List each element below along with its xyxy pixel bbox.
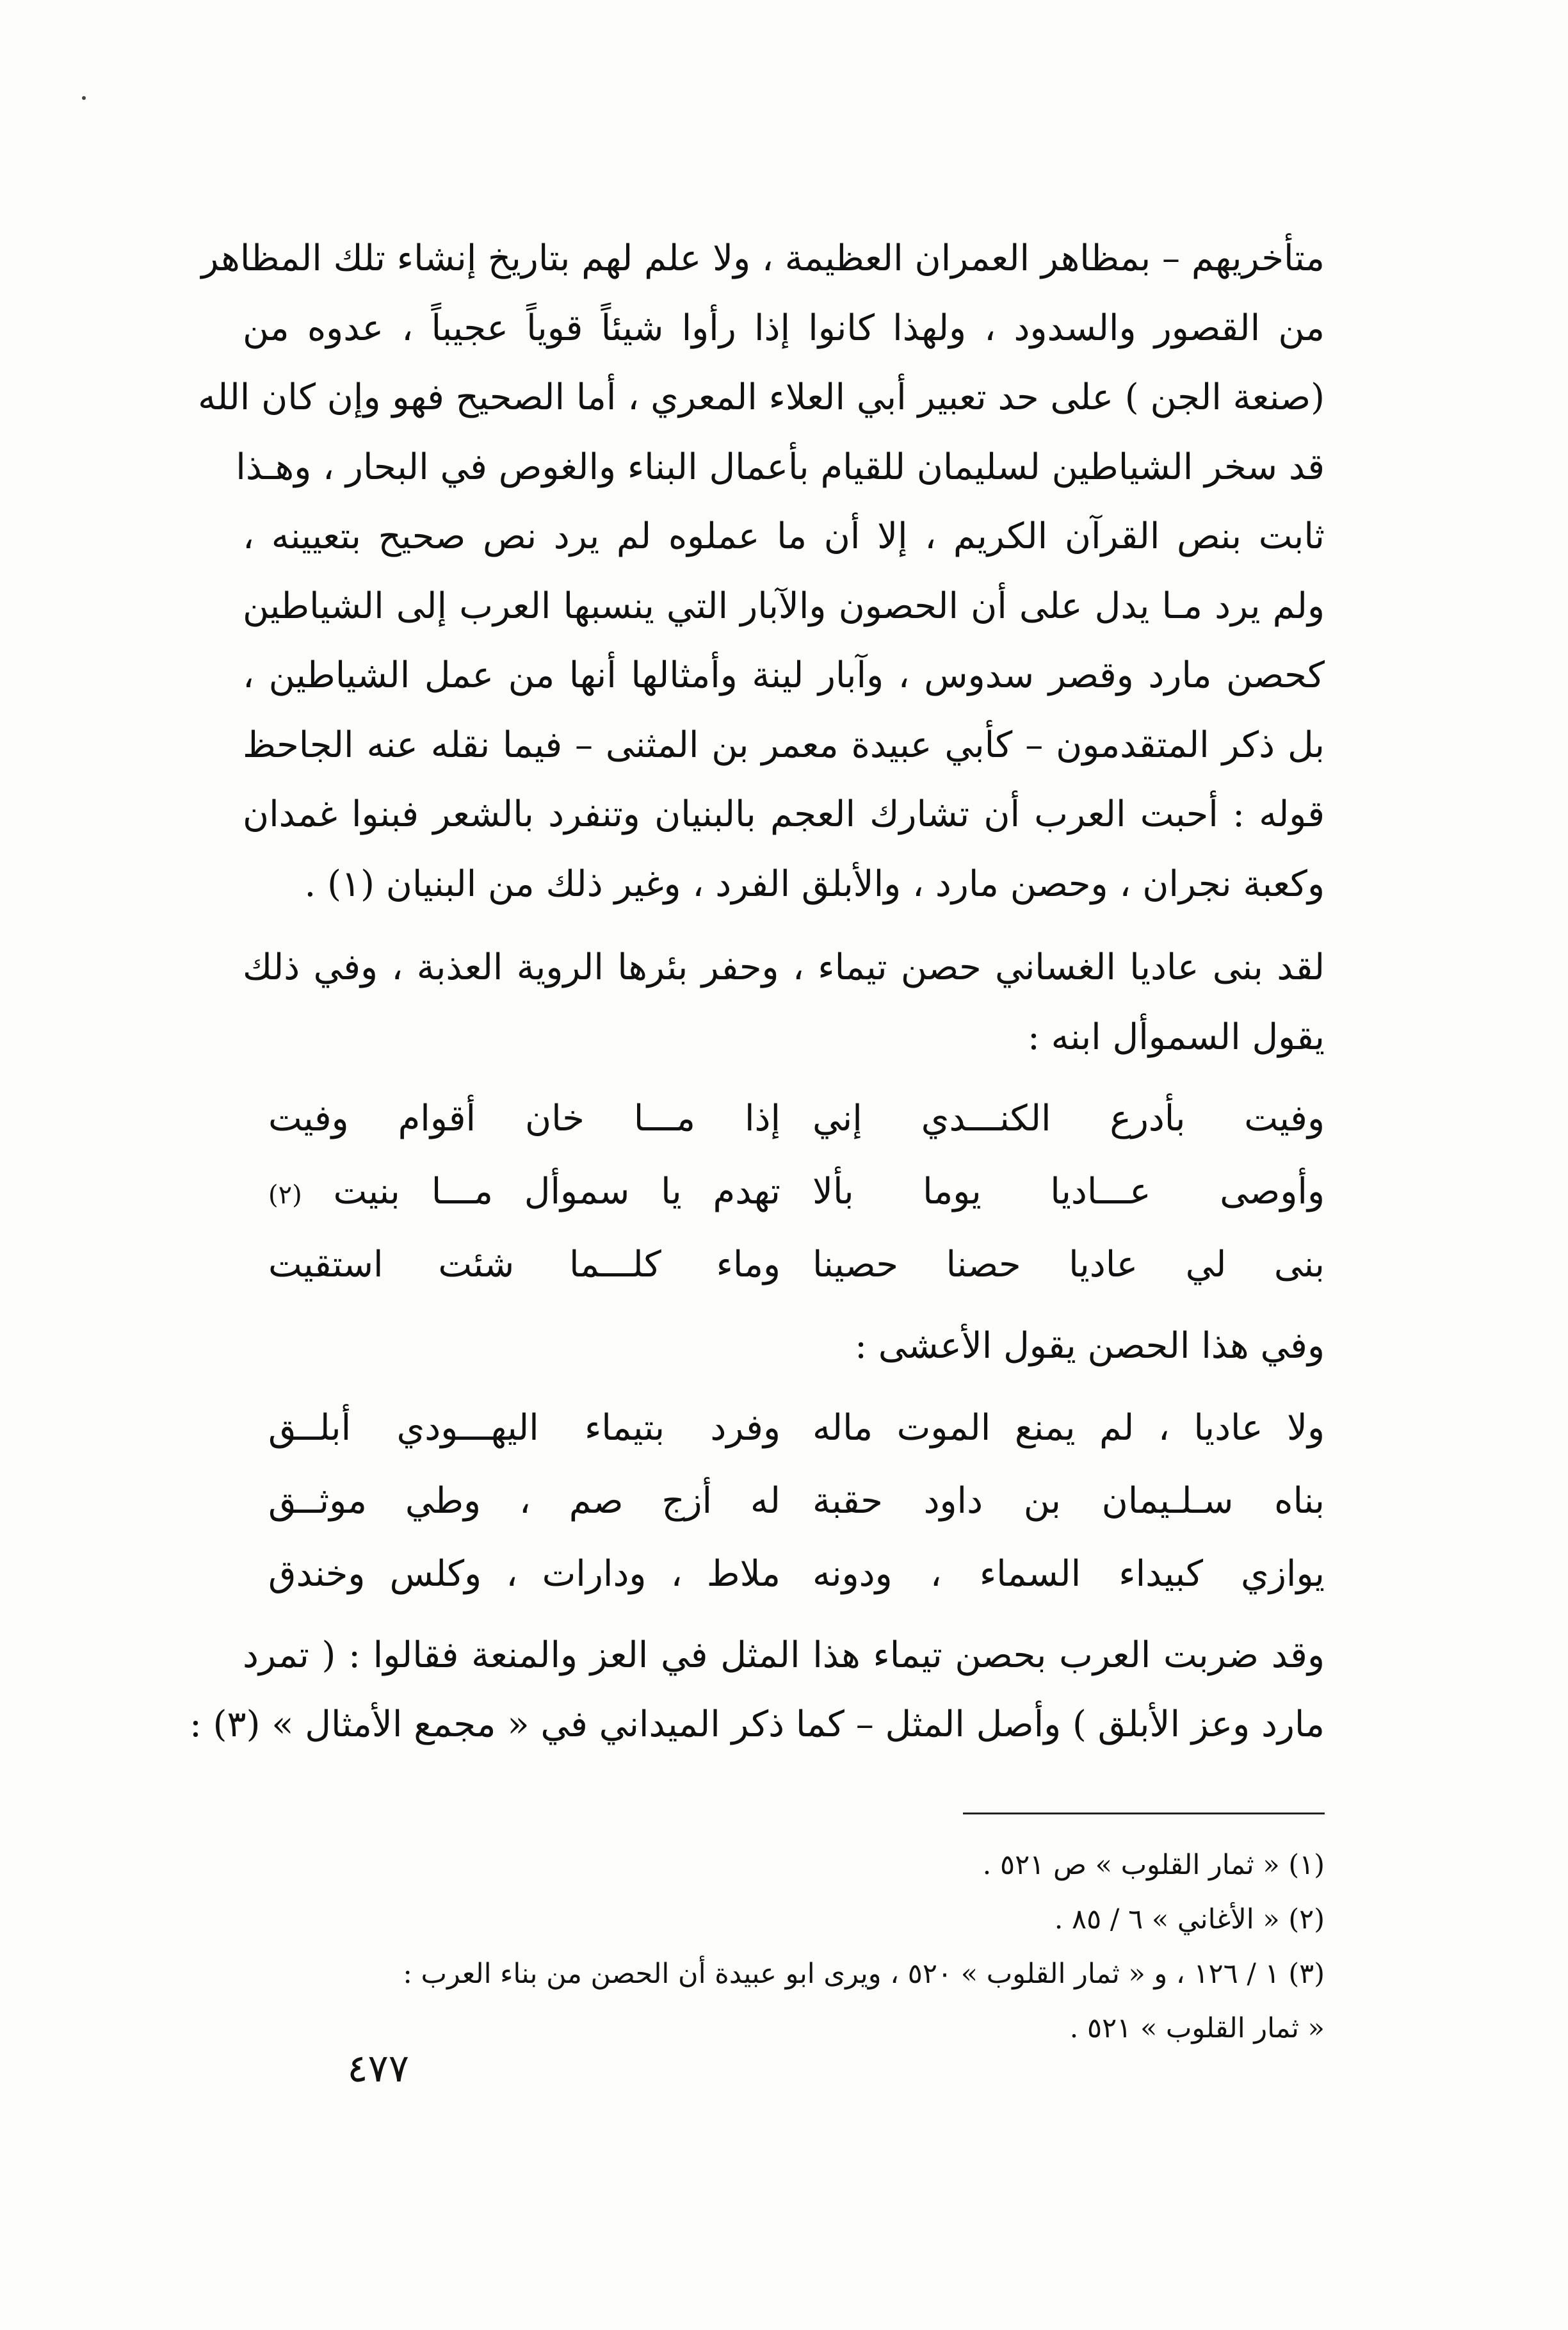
text-line: ولم يرد مـا يدل على أن الحصون والآبار التي ينسبها العرب إلى الشياطين: [243, 585, 1325, 627]
verse-second-hemistich: وفرد بتيماء اليهـــودي أبلــق: [268, 1406, 780, 1449]
poem-samawal: [243, 1082, 1325, 1301]
page-number: ٤٧٧: [347, 2046, 409, 2091]
text-line: (صنعة الجن ) على حد تعبير أبي العلاء المعري ، أما الصحيح فهو وإن كان الله: [198, 377, 1325, 418]
verse-line: [243, 1538, 1325, 1611]
text-line: قوله : أحبت العرب أن تشارك العجم بالبنيان وتنفرد بالشعر فبنوا غمدان: [243, 794, 1325, 835]
main-text: [189, 224, 1325, 1760]
verse-first-hemistich: وفيت بأدرع الكنـــدي إني: [812, 1098, 1325, 1139]
footnote-1: (١) « ثمار القلوب » ص ٥٢١ .: [982, 1849, 1325, 1881]
text-line: متأخريهم – بمظاهر العمران العظيمة ، ولا علم لهم بتاريخ إنشاء تلك المظاهر: [201, 238, 1325, 279]
verse-second-hemistich: إذا مـــا خان أقوام وفيت: [268, 1098, 780, 1139]
verse-first-hemistich: ولا عاديا ، لم يمنع الموت ماله: [812, 1406, 1325, 1449]
verse-first-hemistich: بناه سـلـيمان بن داود حقبة: [812, 1479, 1325, 1522]
text-line: من القصور والسدود ، ولهذا كانوا إذا رأوا شيئاً قوياً عجيباً ، عدوه من: [243, 307, 1325, 349]
poem-asha: [243, 1392, 1325, 1611]
text-line: كحصن مارد وقصر سدوس ، وآبار لينة وأمثالها أنها من عمل الشياطين ،: [243, 655, 1325, 696]
verse-second-hemistich: ملاط ، ودارات ، وكلس وخندق: [268, 1552, 780, 1595]
text-line: وكعبة نجران ، وحصن مارد ، والأبلق الفرد ، وغير ذلك من البنيان (١) .: [304, 863, 1325, 905]
text-line: لقد بنى عاديا الغساني حصن تيماء ، وحفر بئرها الروية العذبة ، وفي ذلك: [243, 947, 1325, 988]
footnote-divider: [963, 1813, 1325, 1814]
verse-second-hemistich: وماء كلـــما شئت استقيت: [268, 1244, 780, 1285]
verse-first-hemistich: وأوصى عـــاديا يوما بألا: [812, 1171, 1325, 1212]
verse-second-hemistich: [243, 1155, 780, 1228]
text-line: وقد ضربت العرب بحصن تيماء هذا المثل في العز والمنعة فقالوا : ( تمرد: [243, 1634, 1325, 1676]
text-line: ثابت بنص القرآن الكريم ، إلا أن ما عملوه لم يرد نص صحيح بتعيينه ،: [243, 516, 1325, 557]
verse-line: [243, 1082, 1325, 1155]
verse-first-hemistich: بنى لي عاديا حصنا حصينا: [812, 1244, 1325, 1285]
verse-line: [243, 1228, 1325, 1301]
verse-line: [243, 1155, 1325, 1228]
footnotes: [243, 1838, 1325, 2056]
paragraph-4: [189, 1621, 1325, 1760]
verse-line: [243, 1392, 1325, 1465]
scan-speck: [82, 96, 86, 100]
footnote-2: (٢) « الأغاني » ٦ / ٨٥ .: [1054, 1903, 1325, 1935]
verse-second-hemistich-text: تهدم يا سموأل مـــا بنيت: [333, 1171, 780, 1212]
text-line: مارد وعز الأبلق ) وأصل المثل – كما ذكر الميداني في « مجمع الأمثال » (٣) :: [189, 1704, 1325, 1745]
paragraph-1: [198, 224, 1325, 919]
verse-second-hemistich: له أزج صم ، وطي موثــق: [268, 1479, 780, 1522]
paragraph-3: [243, 1312, 1325, 1381]
text-line: وفي هذا الحصن يقول الأعشى :: [855, 1325, 1325, 1367]
paragraph-2: [243, 933, 1325, 1072]
verse-first-hemistich: يوازي كبيداء السماء ، ودونه: [812, 1552, 1325, 1595]
footnote-ref: (٢): [268, 1180, 302, 1210]
verse-line: [243, 1465, 1325, 1538]
text-line: قد سخر الشياطين لسليمان للقيام بأعمال البناء والغوص في البحار ، وهـذا: [236, 446, 1325, 488]
text-line: يقول السموأل ابنه :: [1028, 1016, 1325, 1058]
text-line: بل ذكر المتقدمون – كأبي عبيدة معمر بن المثنى – فيما نقله عنه الجاحظ: [243, 724, 1325, 766]
footnote-3: (٣) ١ / ١٢٦ ، و « ثمار القلوب » ٥٢٠ ، ويرى ابو عبيدة أن الحصن من بناء العرب :: [403, 1958, 1325, 1990]
footnote-3-continued: « ثمار القلوب » ٥٢١ .: [1069, 2012, 1325, 2044]
